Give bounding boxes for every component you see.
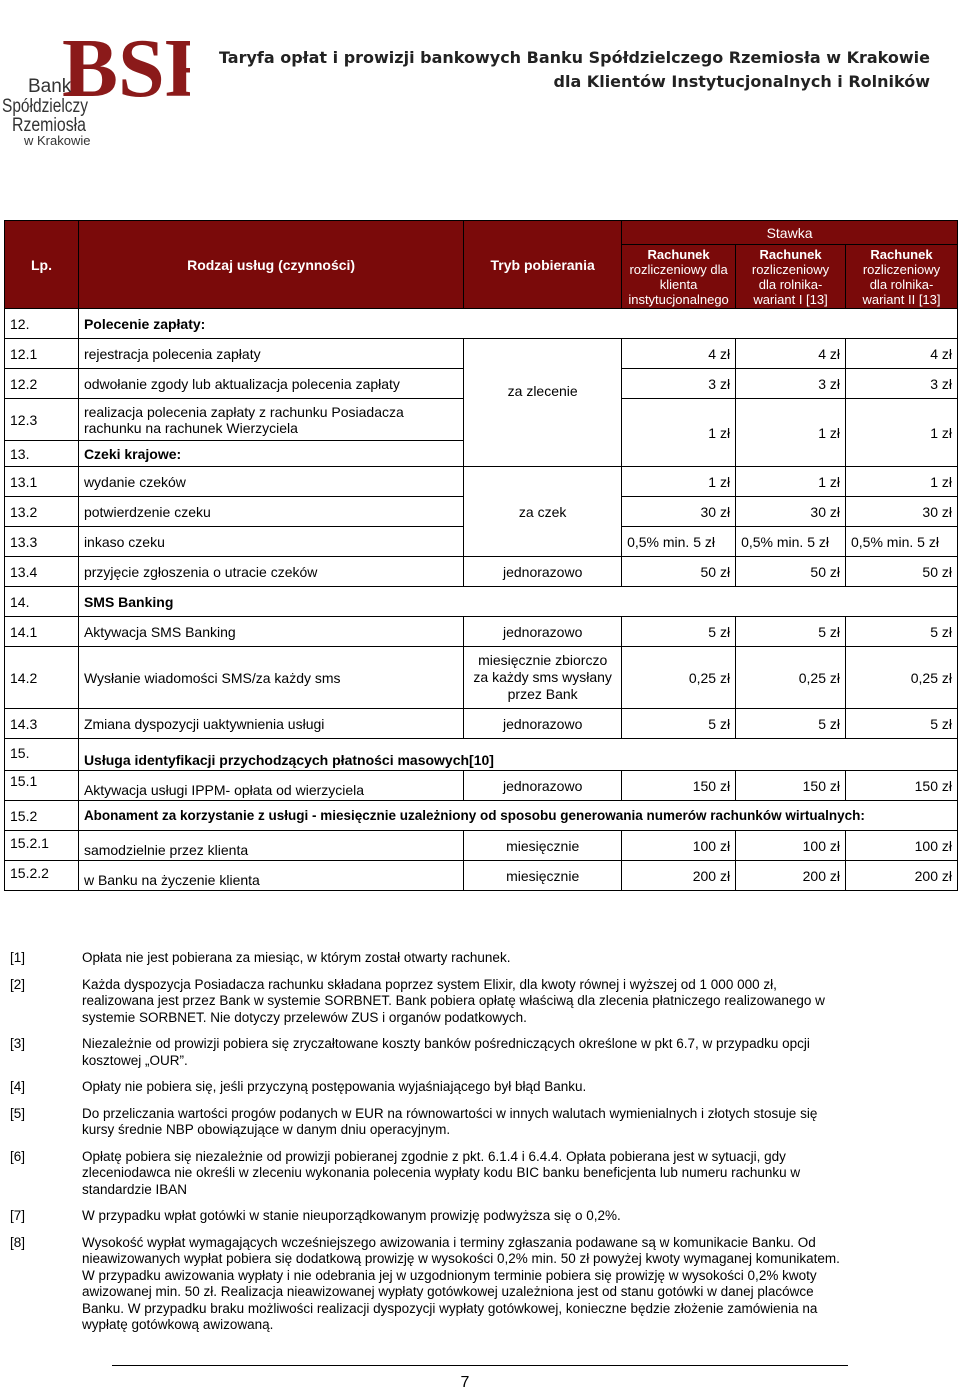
- row-lp: 13.4: [5, 557, 79, 587]
- table-row: [5, 739, 958, 771]
- footnote: [10, 977, 840, 1027]
- row-value-1: 0,25 zł: [622, 647, 736, 709]
- row-lp: 12.1: [5, 339, 79, 369]
- row-lp: 13.3: [5, 527, 79, 557]
- section-title: Polecenie zapłaty:: [78, 309, 957, 339]
- footer-divider: [112, 1365, 848, 1366]
- row-mode: jednorazowo: [464, 771, 622, 801]
- footnote-ref[interactable]: [1]: [10, 950, 26, 965]
- row-value-3: 0,5% min. 5 zł: [846, 527, 958, 557]
- row-service: odwołanie zgody lub aktualizacja polecenia zapłaty: [78, 369, 463, 399]
- logo-name-line-4: w Krakowie: [24, 133, 91, 146]
- row-value-3: 50 zł: [846, 557, 958, 587]
- header-col-farmer-1: Rachunek rozliczeniowy dla rolnika- wariant I [13]: [736, 245, 846, 309]
- footnote-text: Do przeliczania wartości progów podanych w EUR na równowartości w innych walutach wymienialnych i złotych stosuje się kursy średnie NBP obowiązujące w danym dniu operacyjnym.: [82, 1105, 818, 1137]
- section-title: Czeki krajowe:: [78, 441, 463, 467]
- title-line-1: Taryfa opłat i prowizji bankowych Banku Spółdzielczego Rzemiosła w Krakowie: [218, 48, 930, 67]
- logo-letters: BS: [62, 22, 165, 115]
- row-service: Aktywacja SMS Banking: [78, 617, 463, 647]
- logo-name-line-1: Bank: [28, 76, 72, 97]
- row-value-1: 1 zł: [622, 467, 736, 497]
- row-mode-empty: [464, 527, 622, 557]
- bank-logo: [0, 6, 190, 146]
- row-mode: miesięcznie zbiorczo za każdy sms wysłany przez Bank: [464, 647, 622, 709]
- table-row: [5, 309, 958, 339]
- section-title: Usługa identyfikacji przychodzących płatności masowych[10]: [78, 739, 957, 771]
- footnote: [10, 1149, 840, 1199]
- row-mode: jednorazowo: [464, 709, 622, 739]
- logo-name-line-3: Rzemiosła: [12, 115, 87, 136]
- row-lp: 15.1: [5, 771, 79, 801]
- table-header-row: [5, 221, 958, 245]
- row-mode: jednorazowo: [464, 617, 622, 647]
- row-mode: miesięcznie: [464, 831, 622, 861]
- row-value-2: 50 zł: [736, 557, 846, 587]
- row-value-2: 1 zł: [736, 467, 846, 497]
- row-value-2: 5 zł: [736, 709, 846, 739]
- row-value-3: 5 zł: [846, 617, 958, 647]
- footnote-ref[interactable]: [4]: [10, 1079, 26, 1094]
- header-mode: Tryb pobierania: [464, 221, 622, 309]
- table-row: [5, 861, 958, 891]
- row-lp: 15.2.2: [5, 861, 79, 891]
- header-col-institutional: Rachunek rozliczeniowy dla klienta instytucjonalnego: [622, 245, 736, 309]
- footnote-ref[interactable]: [2]: [10, 976, 26, 992]
- row-service: Zmiana dyspozycji uaktywnienia usługi: [78, 709, 463, 739]
- section-title: Abonament za korzystanie z usługi - miesięcznie uzależniony od sposobu generowania numerów rachunków wirtualnych:: [78, 801, 957, 831]
- footnote-text: W przypadku wpłat gotówki w stanie nieuporządkowanym prowizję podwyższa się o 0,2%.: [82, 1208, 621, 1223]
- row-lp: 13.2: [5, 497, 79, 527]
- table-row: [5, 467, 958, 497]
- row-service: w Banku na życzenie klienta: [78, 861, 463, 891]
- row-value-3: 200 zł: [846, 861, 958, 891]
- footnote-ref[interactable]: [8]: [10, 1234, 26, 1250]
- row-value-3: 100 zł: [846, 831, 958, 861]
- footnote-ref[interactable]: [7]: [10, 1208, 26, 1223]
- row-mode-empty: [464, 467, 622, 497]
- footnotes: [10, 950, 840, 1344]
- footnote-text: Opłatę pobiera się niezależnie od prowizji pobieranej zgodnie z pkt. 6.1.4 i 6.4.4. Opłata pobierana jest w sytuacji, gdy zleceniodawca nie określi w zleceniu wykonania polecenia wypłaty kodu BIC banku beneficjenta lub numeru rachunku w standardzie IBAN: [82, 1148, 801, 1197]
- row-value-3: 5 zł: [846, 709, 958, 739]
- row-lp: 12.2: [5, 369, 79, 399]
- row-value-3: 4 zł: [846, 339, 958, 369]
- row-value-3: 30 zł: [846, 497, 958, 527]
- tariff-table: [4, 220, 958, 891]
- row-value-1: 150 zł: [622, 771, 736, 801]
- title-line-2: dla Klientów Instytucjonalnych i Rolników: [553, 72, 930, 91]
- row-service: Aktywacja usługi IPPM- opłata od wierzyciela: [78, 771, 463, 801]
- footnote: [10, 1106, 840, 1139]
- row-lp: 13.1: [5, 467, 79, 497]
- footnote: [10, 1208, 840, 1225]
- page-number: 7: [460, 1374, 470, 1391]
- row-lp: 12.: [5, 309, 79, 339]
- footnote: [10, 1079, 840, 1096]
- header-col-farmer-2: Rachunek rozliczeniowy dla rolnika- wariant II [13]: [846, 245, 958, 309]
- footnote-ref[interactable]: [5]: [10, 1105, 26, 1121]
- row-value-1: 3 zł: [622, 369, 736, 399]
- row-service: Wysłanie wiadomości SMS/za każdy sms: [78, 647, 463, 709]
- row-lp: 14.2: [5, 647, 79, 709]
- row-value-2: 0,5% min. 5 zł: [736, 527, 846, 557]
- row-mode: za zlecenie: [464, 339, 622, 467]
- table-row: [5, 339, 958, 369]
- footnote: [10, 950, 840, 967]
- row-lp: 14.: [5, 587, 79, 617]
- row-value-2: 150 zł: [736, 771, 846, 801]
- row-service: potwierdzenie czeku: [78, 497, 463, 527]
- footnote: [10, 1235, 840, 1334]
- row-value-2: 1 zł: [736, 399, 846, 467]
- row-value-2: 100 zł: [736, 831, 846, 861]
- row-service: przyjęcie zgłoszenia o utracie czeków: [78, 557, 463, 587]
- row-service: samodzielnie przez klienta: [78, 831, 463, 861]
- table-row: [5, 771, 958, 801]
- row-lp: 12.3: [5, 399, 79, 441]
- row-value-3: 1 zł: [846, 399, 958, 467]
- footnote-text: Opłaty nie pobiera się, jeśli przyczyną postępowania wyjaśniającego był błąd Banku.: [82, 1079, 587, 1094]
- footnote-text: Każda dyspozycja Posiadacza rachunku składana poprzez system Elixir, dla kwoty równej i wyższej od 1 000 000 zł, realizowana jest przez Bank w systemie SORBNET. Bank pobiera opłatę właściwą dla zlecenia płatniczego realizowanego w systemie SORBNET. Nie dotyczy przelewów ZUS i organów podatkowych.: [82, 976, 825, 1025]
- table-row: [5, 647, 958, 709]
- table-row: [5, 527, 958, 557]
- row-lp: 15.: [5, 739, 79, 771]
- table-row: [5, 801, 958, 831]
- logo-name-line-2: Spółdzielczy: [2, 96, 89, 117]
- table-row: [5, 617, 958, 647]
- footnote: [10, 1036, 840, 1069]
- row-value-1: 0,5% min. 5 zł: [622, 527, 736, 557]
- row-mode: za czek: [464, 497, 622, 527]
- footnote-text: Opłata nie jest pobierana za miesiąc, w którym został otwarty rachunek.: [82, 950, 511, 965]
- row-service: rejestracja polecenia zapłaty: [78, 339, 463, 369]
- row-value-1: 50 zł: [622, 557, 736, 587]
- row-lp: 13.: [5, 441, 79, 467]
- row-lp: 14.3: [5, 709, 79, 739]
- row-value-1: 1 zł: [622, 399, 736, 467]
- header-rate: Stawka: [622, 221, 958, 245]
- row-value-3: 0,25 zł: [846, 647, 958, 709]
- row-value-2: 0,25 zł: [736, 647, 846, 709]
- row-value-3: 150 zł: [846, 771, 958, 801]
- table-row: [5, 587, 958, 617]
- row-value-1: 30 zł: [622, 497, 736, 527]
- row-mode: miesięcznie: [464, 861, 622, 891]
- row-value-2: 3 zł: [736, 369, 846, 399]
- table-row: [5, 709, 958, 739]
- footnote-text: Wysokość wypłat wymagających wcześniejszego awizowania i terminy zgłaszania podawane są w komunikacie Banku. Od nieawizowanych wypłat pobiera się dodatkową prowizję w wysokości 0,2% min. 50 zł powyżej kwoty wymaganej komunikatem. W przypadku awizowania wypłaty i nie odebrania jej w uzgodnionym terminie pobiera się prowizję w wysokości 0,2% kwoty awizowanej min. 50 zł. Realizacja nieawizowanej wypłaty gotówkowej uzależniona jest od stanu gotówki w danej placówce Banku. W przypadku braku możliwości realizacji dyspozycji wypłaty gotówkowej, konieczne będzie złożenie zamówienia na wypłatę gotówkową awizowaną.: [82, 1234, 840, 1332]
- footnote-ref[interactable]: [6]: [10, 1148, 26, 1164]
- row-value-2: 200 zł: [736, 861, 846, 891]
- table-row: [5, 557, 958, 587]
- row-value-3: 3 zł: [846, 369, 958, 399]
- row-value-1: 5 zł: [622, 709, 736, 739]
- row-lp: 15.2.1: [5, 831, 79, 861]
- row-mode: jednorazowo: [464, 557, 622, 587]
- footnote-ref[interactable]: [3]: [10, 1036, 26, 1051]
- row-value-2: 30 zł: [736, 497, 846, 527]
- row-lp: 15.2: [5, 801, 79, 831]
- row-value-1: 4 zł: [622, 339, 736, 369]
- header-lp: Lp.: [5, 221, 79, 309]
- row-service: inkaso czeku: [78, 527, 463, 557]
- row-value-2: 4 zł: [736, 339, 846, 369]
- row-service: realizacja polecenia zapłaty z rachunku Posiadacza rachunku na rachunek Wierzyciela: [78, 399, 463, 441]
- row-service: wydanie czeków: [78, 467, 463, 497]
- row-value-1: 100 zł: [622, 831, 736, 861]
- row-lp: 14.1: [5, 617, 79, 647]
- row-value-1: 5 zł: [622, 617, 736, 647]
- section-title: SMS Banking: [78, 587, 957, 617]
- table-row: [5, 831, 958, 861]
- header-service: Rodzaj usług (czynności): [78, 221, 463, 309]
- document-title: [219, 46, 930, 94]
- table-row: [5, 497, 958, 527]
- row-value-1: 200 zł: [622, 861, 736, 891]
- row-value-3: 1 zł: [846, 467, 958, 497]
- row-value-2: 5 zł: [736, 617, 846, 647]
- footnote-text: Niezależnie od prowizji pobiera się zryczałtowane koszty banków pośredniczących określone w pkt 6.7, w przypadku opcji kosztowej „OUR”.: [82, 1036, 810, 1068]
